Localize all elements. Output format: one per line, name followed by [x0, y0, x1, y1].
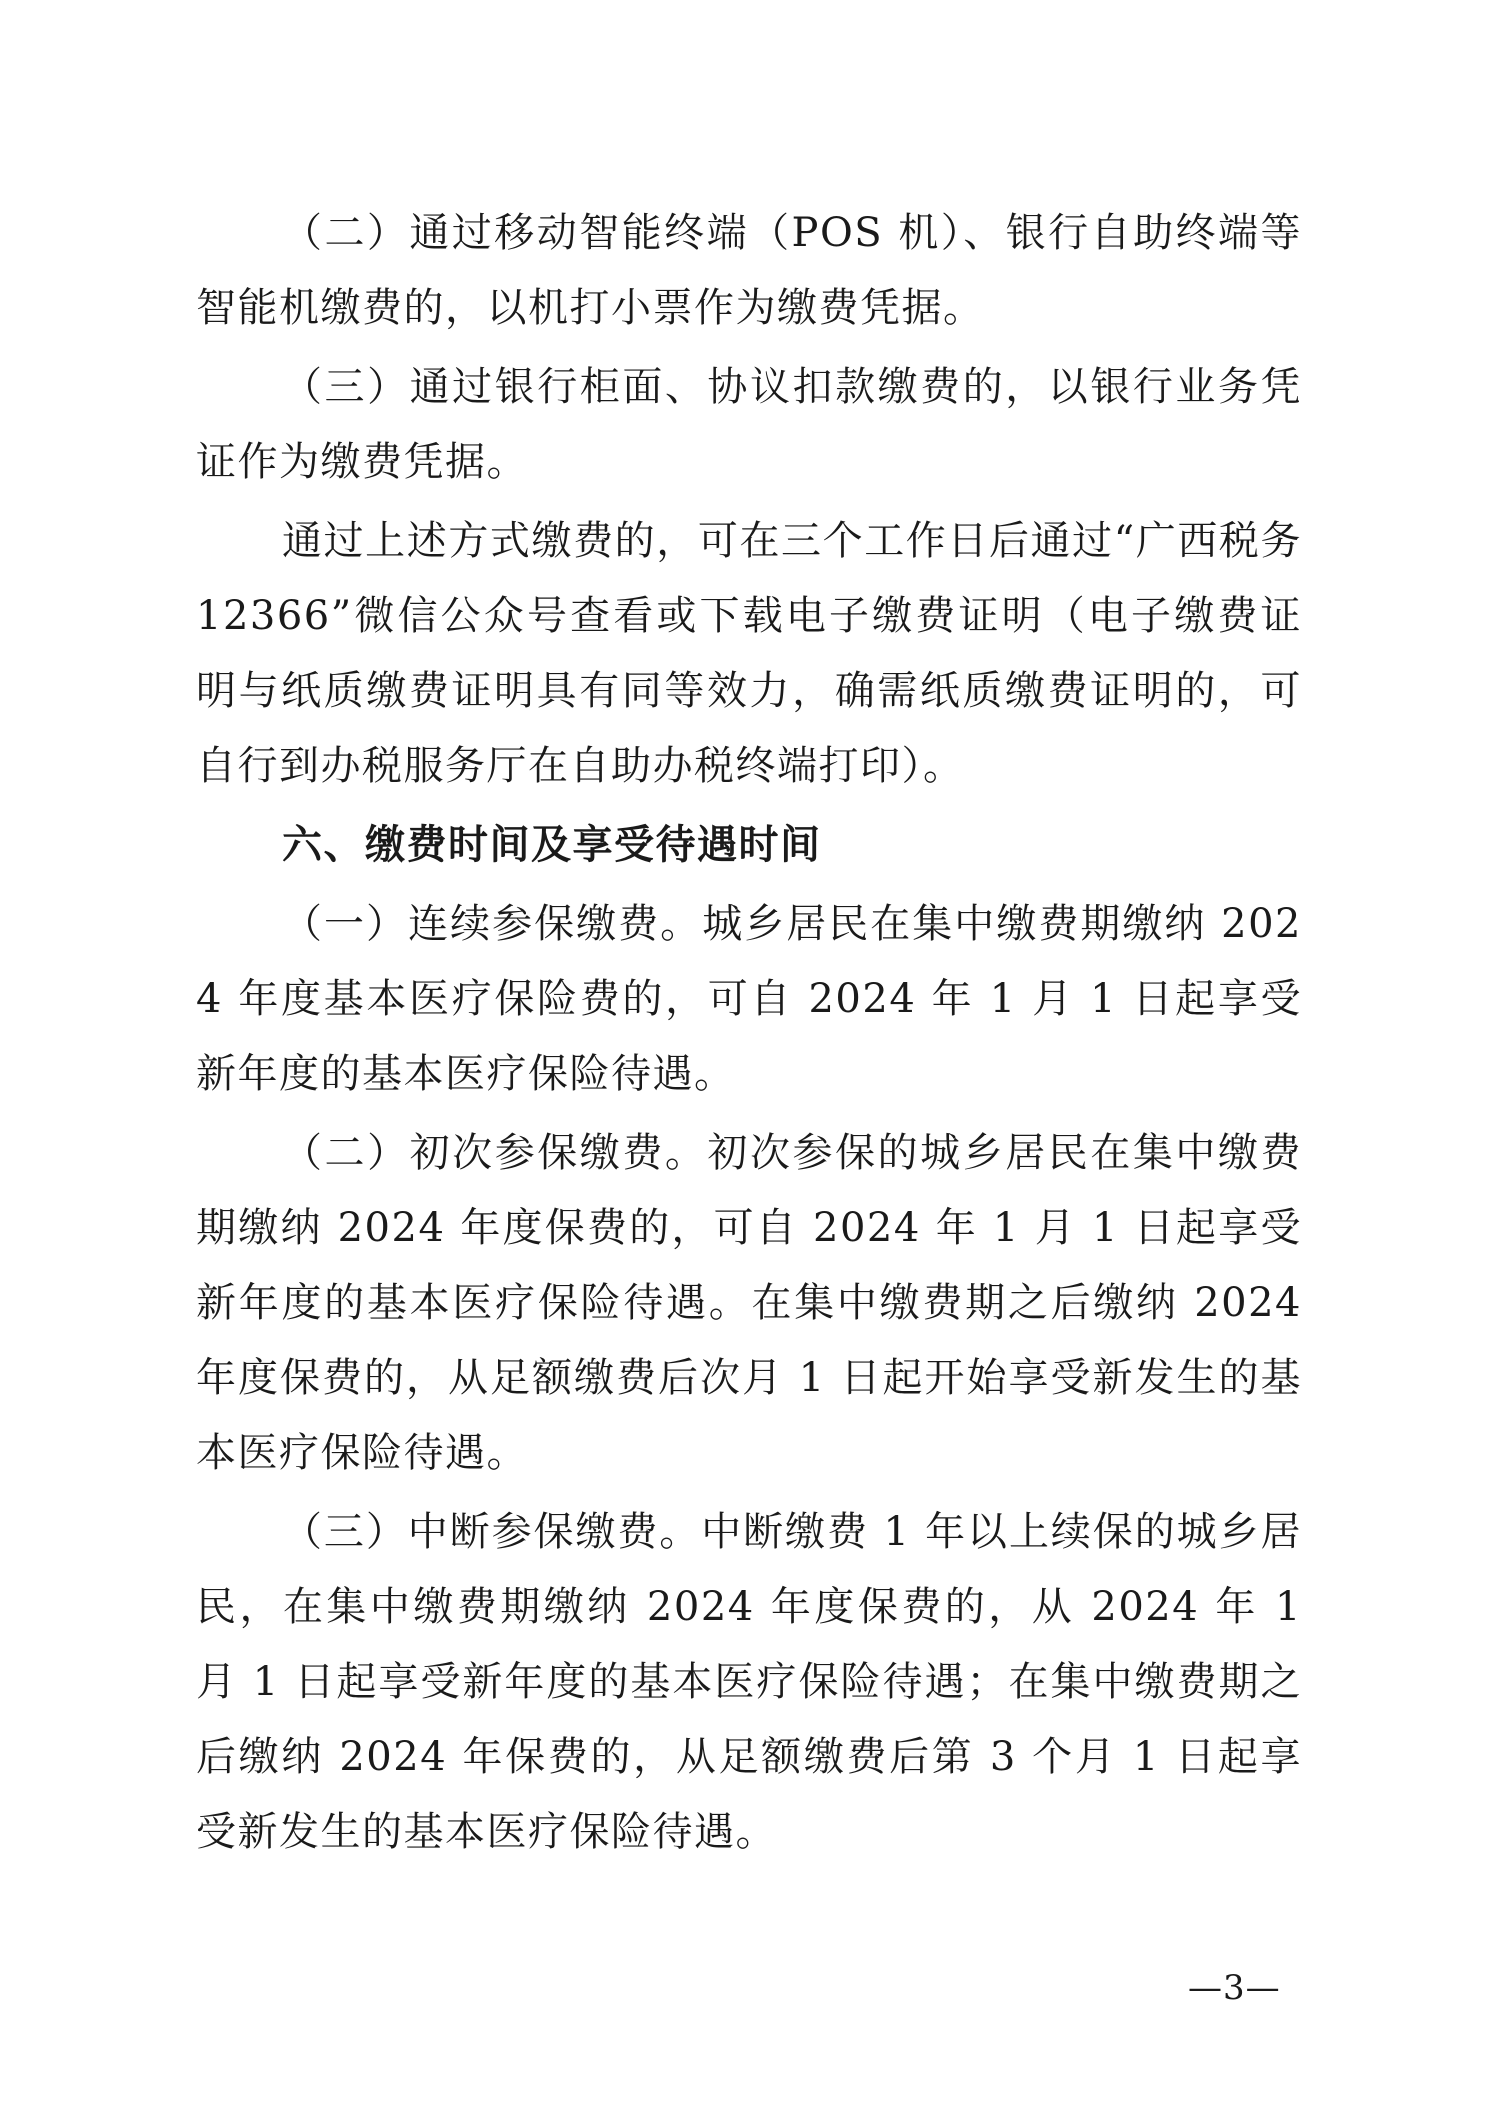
- page-number: —3—: [1188, 1968, 1281, 2008]
- paragraph-bank-counter-payment: （三）通过银行柜面、协议扣款缴费的，以银行业务凭证作为缴费凭据。: [196, 364, 1302, 485]
- paragraph-interrupted-payment: （三）中断参保缴费。中断缴费 1 年以上续保的城乡居民，在集中缴费期缴纳 2024 年度保费的，从 2024 年 1 月 1 日起享受新年度的基本医疗保险待遇；在集中缴费期之后缴纳 2024 年保费的，从足额缴费后第 3 个月 1 日起享受新发生的基本医疗保险待遇。: [196, 1509, 1302, 1855]
- document-body: [196, 196, 1302, 1874]
- paragraph-continuous-payment: （一）连续参保缴费。城乡居民在集中缴费期缴纳 2024 年度基本医疗保险费的，可自 2024 年 1 月 1 日起享受新年度的基本医疗保险待遇。: [196, 901, 1302, 1097]
- section-heading: 六、缴费时间及享受待遇时间: [282, 822, 822, 868]
- paragraph-pos-payment: （二）通过移动智能终端（POS 机）、银行自助终端等智能机缴费的，以机打小票作为缴费凭据。: [196, 210, 1302, 331]
- paragraph-electronic-certificate: 通过上述方式缴费的，可在三个工作日后通过“广西税务12366”微信公众号查看或下载电子缴费证明（电子缴费证明与纸质缴费证明具有同等效力，确需纸质缴费证明的，可自行到办税服务厅在自助办税终端打印）。: [196, 518, 1302, 789]
- paragraph-first-time-payment: （二）初次参保缴费。初次参保的城乡居民在集中缴费期缴纳 2024 年度保费的，可自 2024 年 1 月 1 日起享受新年度的基本医疗保险待遇。在集中缴费期之后缴纳 2024 年度保费的，从足额缴费后次月 1 日起开始享受新发生的基本医疗保险待遇。: [196, 1130, 1302, 1476]
